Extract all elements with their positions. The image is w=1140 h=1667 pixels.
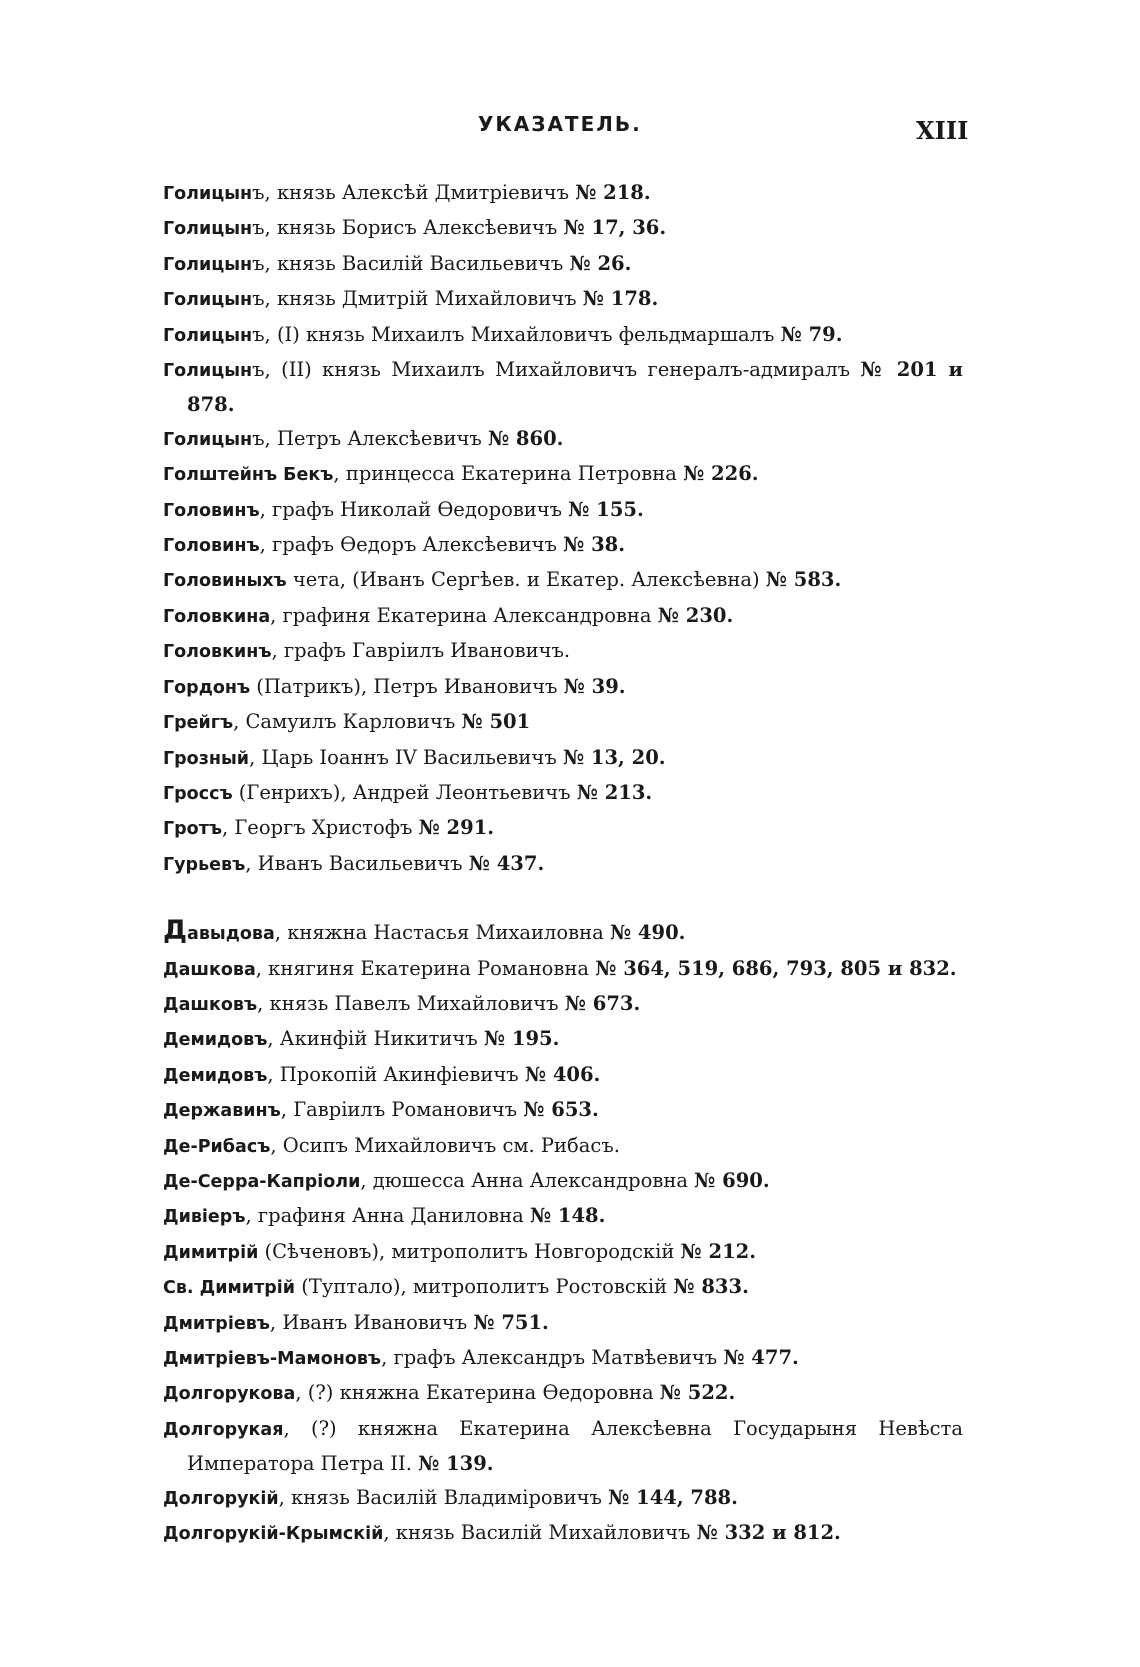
index-entry bbox=[163, 1341, 963, 1376]
entry-description: , Осипъ Михайловичъ см. Рибасъ. bbox=[270, 1133, 620, 1157]
entry-references: № 148. bbox=[529, 1204, 606, 1228]
entry-references: № 38. bbox=[563, 533, 626, 557]
entry-surname: Димитрій bbox=[163, 1242, 259, 1263]
entry-description: (Туптало), митрополитъ Ростовскій bbox=[295, 1275, 674, 1299]
entry-references: № 364, 519, 686, 793, 805 и 832. bbox=[595, 956, 957, 980]
entry-surname: Дмитріевъ bbox=[163, 1313, 270, 1334]
index-entry bbox=[163, 211, 963, 246]
entry-description: , Прокопій Акинфіевичъ bbox=[267, 1062, 525, 1086]
entry-references: № 751. bbox=[473, 1310, 549, 1334]
entry-references: № 490. bbox=[609, 921, 686, 945]
entry-references: № 291. bbox=[418, 816, 495, 840]
index-entry bbox=[163, 528, 963, 563]
entry-references: № 17, 36. bbox=[563, 216, 667, 240]
entry-description: ъ, князь Борисъ Алексѣевичъ bbox=[252, 216, 564, 240]
entry-surname: Голицын bbox=[163, 254, 253, 275]
entry-surname: Головиныхъ bbox=[163, 571, 287, 592]
index-group bbox=[163, 914, 963, 1551]
entry-description: , князь Василій Владиміровичъ bbox=[278, 1485, 609, 1509]
entry-description: , принцесса Екатерина Петровна bbox=[333, 462, 684, 486]
index-entry bbox=[163, 741, 963, 776]
entry-references: № 26. bbox=[569, 251, 632, 275]
entry-references: № 178. bbox=[582, 287, 659, 311]
entry-surname: Головкинъ bbox=[163, 642, 272, 663]
entry-description: ъ, Петръ Алексѣевичъ bbox=[252, 426, 488, 450]
entry-description: , князь Василій Михайловичъ bbox=[383, 1521, 697, 1545]
entry-description: , княгиня Екатерина Романовна bbox=[255, 956, 596, 980]
entry-description: , Иванъ Ивановичъ bbox=[269, 1310, 474, 1334]
entry-references: № 39. bbox=[563, 674, 626, 698]
entry-references: № 139. bbox=[418, 1452, 494, 1476]
entry-surname: Дашковъ bbox=[163, 994, 258, 1015]
entry-references: № 230. bbox=[657, 603, 734, 627]
entry-references: № 332 и 812. bbox=[696, 1521, 841, 1545]
entry-surname: Демидовъ bbox=[163, 1065, 268, 1086]
entry-references: № 437. bbox=[468, 851, 545, 875]
entry-description: , Георгъ Христофъ bbox=[222, 816, 419, 840]
page-header bbox=[0, 108, 1140, 148]
entry-description: , графъ Ѳедоръ Алексѣевичъ bbox=[259, 533, 564, 557]
index-entry bbox=[163, 247, 963, 282]
index-entry bbox=[163, 1412, 963, 1481]
entry-references: № 522. bbox=[659, 1381, 736, 1405]
entry-surname: Головкина bbox=[163, 606, 271, 627]
index-entry bbox=[163, 1516, 963, 1551]
index-entry bbox=[163, 1235, 963, 1270]
index-entry bbox=[163, 670, 963, 705]
entry-description: , графъ Гавріилъ Ивановичъ. bbox=[271, 639, 571, 663]
entry-references: № 212. bbox=[680, 1239, 757, 1263]
entry-references: № 13, 20. bbox=[562, 745, 666, 769]
entry-references: № 213. bbox=[576, 780, 653, 804]
index-entry bbox=[163, 563, 963, 598]
entry-references: № 201 и 878. bbox=[187, 358, 963, 417]
index-entry bbox=[163, 811, 963, 846]
index-entry bbox=[163, 318, 963, 353]
entry-surname: Головинъ bbox=[163, 500, 260, 521]
index-entry bbox=[163, 634, 963, 669]
index-group bbox=[163, 176, 963, 882]
entry-references: № 690. bbox=[694, 1168, 770, 1192]
entry-description: , графъ Александръ Матвѣевичъ bbox=[381, 1346, 724, 1369]
entry-surname: Гротъ bbox=[163, 819, 222, 840]
entry-references: № 673. bbox=[564, 991, 641, 1015]
entry-surname: Державинъ bbox=[163, 1101, 281, 1122]
entry-description: , княжна Настасья Михаиловна bbox=[274, 921, 610, 945]
entry-description: чета, (Иванъ Сергѣев. и Екатер. Алексѣевна) bbox=[286, 568, 766, 592]
index-entry bbox=[163, 1481, 963, 1516]
index-entry bbox=[163, 1306, 963, 1341]
index-entry bbox=[163, 1129, 963, 1164]
index-entry bbox=[163, 1058, 963, 1093]
entry-references: № 79. bbox=[780, 322, 843, 346]
entry-references: № 833. bbox=[673, 1275, 749, 1299]
index-entry bbox=[163, 599, 963, 634]
entry-surname: Голицын bbox=[163, 290, 253, 311]
entry-references: № 860. bbox=[487, 426, 564, 450]
entry-surname: Долгорукій bbox=[163, 1488, 279, 1509]
index-entry bbox=[163, 987, 963, 1022]
entry-surname: Долгорукая bbox=[163, 1419, 284, 1440]
index-entry bbox=[163, 1022, 963, 1057]
entry-surname: Де-Рибасъ bbox=[163, 1136, 271, 1157]
entry-references: № 583. bbox=[765, 568, 842, 592]
index-entry bbox=[163, 1376, 963, 1411]
entry-description: , князь Павелъ Михайловичъ bbox=[257, 991, 565, 1015]
entry-references: № 406. bbox=[524, 1062, 601, 1086]
index-entry bbox=[163, 1199, 963, 1234]
entry-description: , (?) княжна Екатерина Алексѣевна Государыня Невѣста Императора Петра II. bbox=[187, 1416, 963, 1476]
entry-surname: Голицын bbox=[163, 325, 253, 346]
index-entry bbox=[163, 1270, 963, 1305]
entry-references: № 144, 788. bbox=[608, 1485, 738, 1509]
entry-surname: Гурьевъ bbox=[163, 854, 246, 875]
entry-surname: Де-Серра-Капріоли bbox=[163, 1171, 361, 1192]
index-entry bbox=[163, 914, 963, 951]
entry-description: , Акинфій Никитичъ bbox=[267, 1027, 484, 1051]
entry-surname: Демидовъ bbox=[163, 1030, 268, 1051]
index-entry bbox=[163, 422, 963, 457]
entry-surname: Голицын bbox=[163, 429, 253, 450]
entry-surname: Дашкова bbox=[163, 959, 256, 980]
entry-description: , Иванъ Васильевичъ bbox=[245, 851, 469, 875]
entry-surname: Св. Димитрій bbox=[163, 1278, 296, 1299]
index-entry bbox=[163, 1164, 963, 1199]
index-entry bbox=[163, 705, 963, 740]
index-entry bbox=[163, 952, 963, 987]
entry-surname: Долгорукій-Крымскій bbox=[163, 1524, 384, 1545]
entry-surname: Гроссъ bbox=[163, 783, 233, 804]
entry-surname: авыдова bbox=[187, 924, 275, 945]
index-entries bbox=[163, 176, 963, 1551]
entry-surname: Долгорукова bbox=[163, 1384, 296, 1405]
page-number: XIII bbox=[916, 116, 969, 145]
index-entry bbox=[163, 493, 963, 528]
entry-description: ъ, (I) князь Михаилъ Михайловичъ фельдмаршалъ bbox=[252, 322, 781, 346]
entry-description: , графъ Николай Ѳедоровичъ bbox=[259, 497, 569, 521]
entry-description: (Патрикъ), Петръ Ивановичъ bbox=[250, 674, 564, 698]
entry-description: , Царь Іоаннъ IV Васильевичъ bbox=[249, 745, 563, 769]
running-title: УКАЗАТЕЛЬ. bbox=[478, 112, 642, 136]
entry-description: ъ, князь Василій Васильевичъ bbox=[252, 251, 570, 275]
entry-description: ъ, князь Дмитрій Михайловичъ bbox=[252, 287, 583, 311]
entry-references: № 226. bbox=[683, 462, 759, 486]
entry-surname: Дмитріевъ-Мамоновъ bbox=[163, 1349, 382, 1369]
entry-surname: Голицын bbox=[163, 219, 253, 240]
entry-description: (Генрихъ), Андрей Леонтьевичъ bbox=[232, 780, 577, 804]
entry-references: № 477. bbox=[723, 1346, 799, 1369]
entry-surname: Грейгъ bbox=[163, 713, 234, 734]
section-initial: Д bbox=[163, 915, 188, 947]
entry-references: № 653. bbox=[523, 1098, 599, 1122]
entry-description: , графиня Анна Даниловна bbox=[245, 1204, 530, 1228]
entry-description: ъ, князь Алексѣй Дмитріевичъ bbox=[252, 181, 576, 204]
entry-surname: Голицын bbox=[163, 184, 253, 204]
entry-description: , графиня Екатерина Александровна bbox=[270, 603, 658, 627]
index-entry bbox=[163, 776, 963, 811]
entry-surname: Головинъ bbox=[163, 536, 260, 557]
entry-description: ъ, (II) князь Михаилъ Михайловичъ генералъ-адмиралъ bbox=[252, 358, 861, 382]
entry-description: , Самуилъ Карловичъ bbox=[233, 710, 462, 734]
entry-description: (Сѣченовъ), митрополитъ Новгородскій bbox=[258, 1239, 681, 1263]
index-entry bbox=[163, 1093, 963, 1128]
index-entry bbox=[163, 282, 963, 317]
index-entry bbox=[163, 353, 963, 422]
entry-description: , (?) княжна Екатерина Ѳедоровна bbox=[295, 1381, 660, 1405]
entry-surname: Гордонъ bbox=[163, 677, 251, 698]
entry-surname: Голицын bbox=[163, 361, 253, 382]
entry-surname: Голштейнъ Бекъ bbox=[163, 465, 334, 486]
entry-description: , Гавріилъ Романовичъ bbox=[280, 1098, 524, 1122]
entry-references: № 218. bbox=[575, 181, 651, 204]
entry-references: № 155. bbox=[568, 497, 644, 521]
entry-surname: Грозный bbox=[163, 748, 250, 769]
entry-references: № 501 bbox=[461, 710, 531, 734]
entry-surname: Дивіеръ bbox=[163, 1207, 246, 1228]
index-entry bbox=[163, 457, 963, 492]
index-entry bbox=[163, 847, 963, 882]
entry-references: № 195. bbox=[483, 1027, 560, 1051]
entry-description: , дюшесса Анна Александровна bbox=[360, 1168, 695, 1192]
index-entry bbox=[163, 176, 963, 211]
